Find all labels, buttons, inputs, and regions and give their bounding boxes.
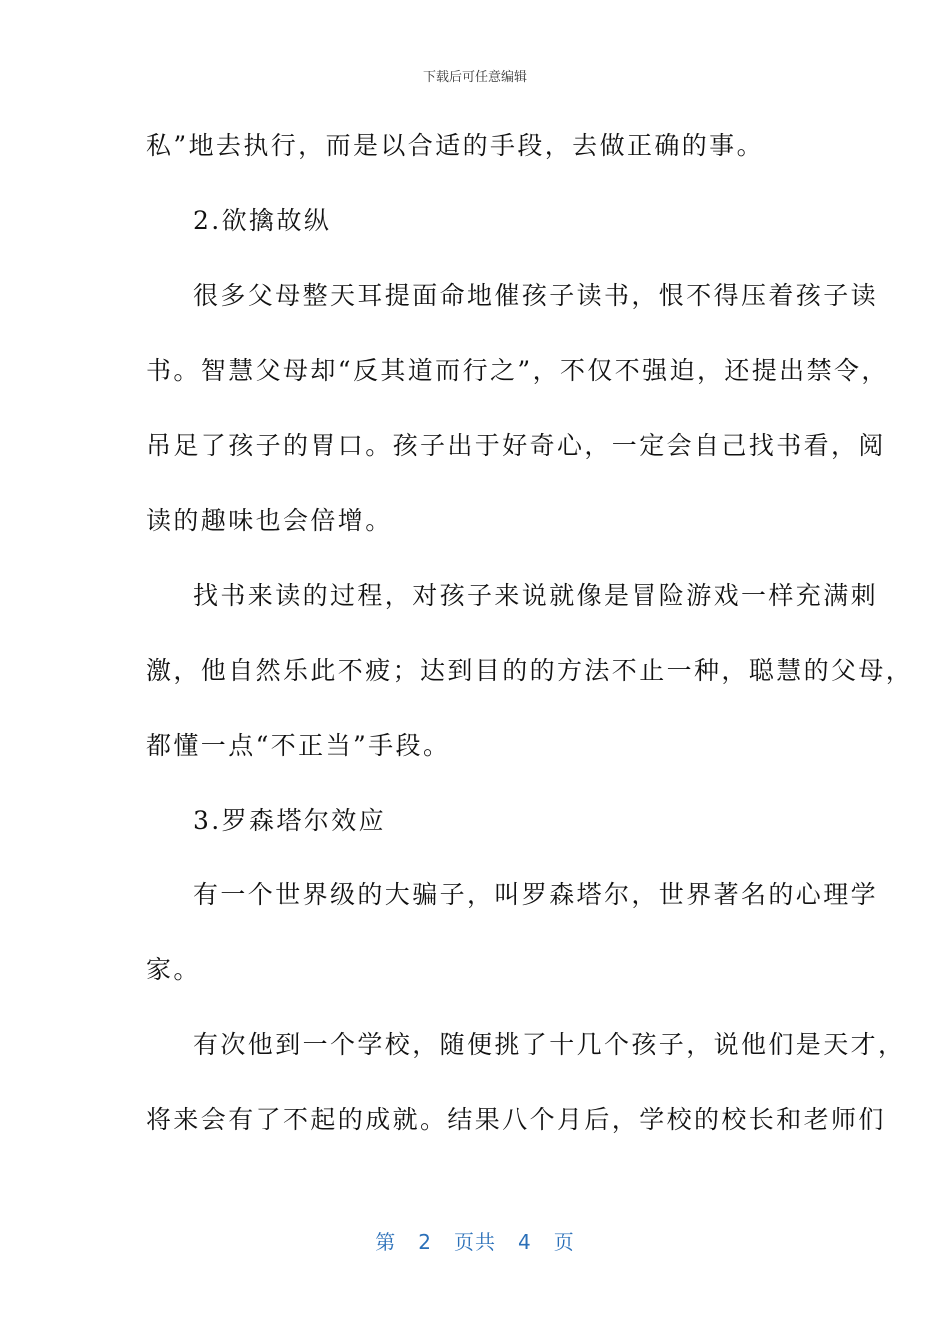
header-note: 下载后可任意编辑 xyxy=(422,70,527,85)
text-line: 都懂一点“不正当”手段。 xyxy=(146,731,451,760)
footer-suffix: 页 xyxy=(553,1230,575,1254)
section-heading: 2.欲擒故纵 xyxy=(193,206,332,235)
text-line: 吊足了孩子的胃口。孩子出于好奇心，一定会自己找书看，阅 xyxy=(146,431,886,460)
text-line: 有次他到一个学校，随便挑了十几个孩子，说他们是天才， xyxy=(193,1030,906,1059)
text-line: 将来会有了不起的成就。结果八个月后，学校的校长和老师们 xyxy=(146,1105,886,1134)
text-line: 很多父母整天耳提面命地催孩子读书，恨不得压着孩子读 xyxy=(193,281,879,310)
text-line: 找书来读的过程，对孩子来说就像是冒险游戏一样充满刺 xyxy=(193,581,879,610)
text-line: 激，他自然乐此不疲；达到目的的方法不止一种，聪慧的父母， xyxy=(146,656,914,685)
footer-middle: 页共 xyxy=(454,1230,496,1254)
text-line: 有一个世界级的大骗子，叫罗森塔尔，世界著名的心理学 xyxy=(193,880,879,909)
section-heading: 3.罗森塔尔效应 xyxy=(193,806,387,835)
total-pages-number: 4 xyxy=(518,1230,532,1254)
footer-prefix: 第 xyxy=(375,1230,397,1254)
text-line: 书。智慧父母却“反其道而行之”，不仅不强迫，还提出禁令， xyxy=(146,356,889,385)
text-line: 读的趣味也会倍增。 xyxy=(146,506,393,535)
text-line: 私”地去执行，而是以合适的手段，去做正确的事。 xyxy=(146,131,764,160)
text-line: 家。 xyxy=(146,955,201,984)
page-footer xyxy=(0,1226,950,1255)
current-page-number: 2 xyxy=(418,1230,432,1254)
